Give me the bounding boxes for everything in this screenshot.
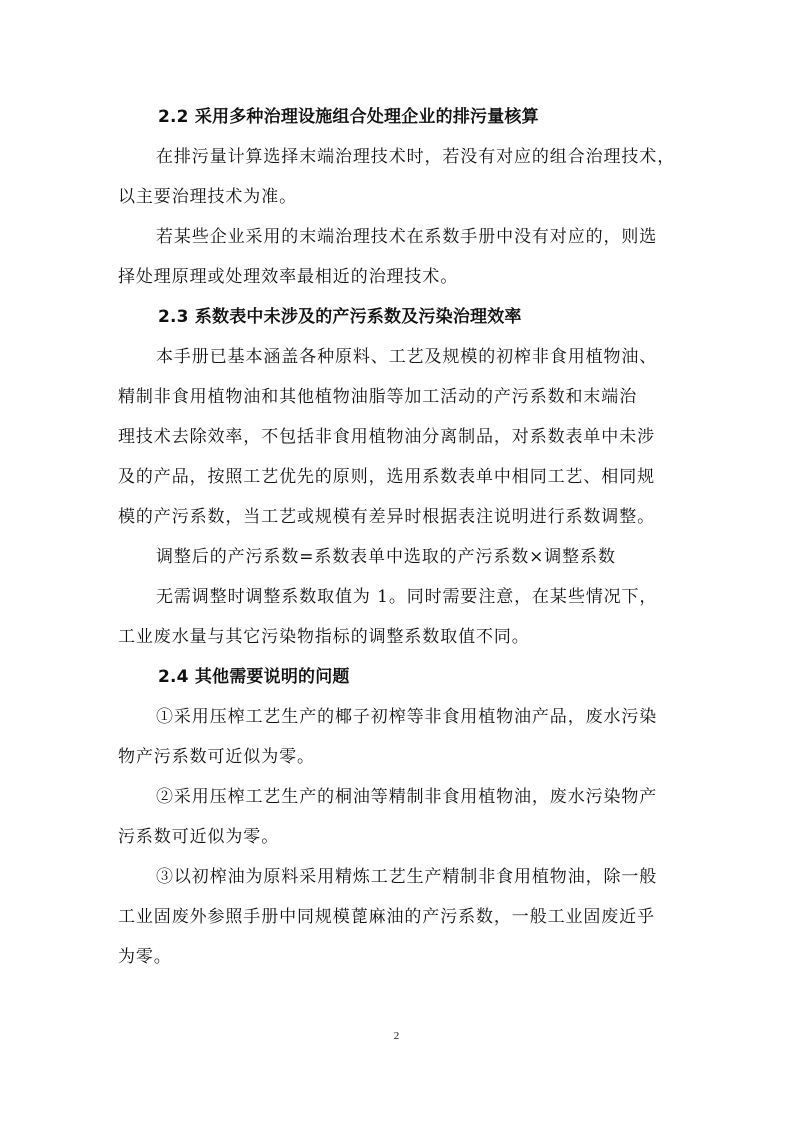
paragraph [118,777,688,857]
text-line: ③以初榨油为原料采用精炼工艺生产精制非食用植物油，除一般 [156,867,658,887]
text-line: ②采用压榨工艺生产的桐油等精制非食用植物油，废水污染物产 [156,787,658,807]
paragraph [118,217,688,297]
text-line: 在排污量计算选择末端治理技术时，若没有对应的组合治理技术， [156,147,676,167]
text-line: 物产污系数可近似为零。 [118,747,315,767]
text-line: 若某些企业采用的末端治理技术在系数手册中没有对应的，则选 [156,227,658,247]
section-heading-2-2: 2.2 采用多种治理设施组合处理企业的排污量核算 [158,107,539,127]
text-line: 择处理原理或处理效率最相近的治理技术。 [118,267,459,287]
text-line: 工业废水量与其它污染物指标的调整系数取值不同。 [118,627,530,647]
formula-paragraph [118,537,688,577]
text-line: 为零。 [118,947,172,967]
text-line: 理技术去除效率，不包括非食用植物油分离制品，对系数表单中未涉 [118,427,655,447]
text-line: 无需调整时调整系数取值为 1。同时需要注意，在某些情况下， [156,587,658,607]
paragraph [118,337,688,537]
paragraph [118,697,688,777]
paragraph [118,137,688,217]
text-line: 调整后的产污系数=系数表单中选取的产污系数×调整系数 [156,547,616,567]
section-heading-2-4: 2.4 其他需要说明的问题 [158,667,350,687]
text-line: 以主要治理技术为准。 [118,187,297,207]
text-line: 及的产品，按照工艺优先的原则，选用系数表单中相同工艺、相同规 [118,467,655,487]
text-line: 本手册已基本涵盖各种原料、工艺及规模的初榨非食用植物油、 [156,347,658,367]
text-line: 污系数可近似为零。 [118,827,280,847]
text-line: 精制非食用植物油和其他植物油脂等加工活动的产污系数和末端治 [118,387,638,407]
section-heading-2-3: 2.3 系数表中未涉及的产污系数及污染治理效率 [158,307,522,327]
text-line: 模的产污系数，当工艺或规模有差异时根据表注说明进行系数调整。 [118,507,655,527]
document-body [118,97,688,977]
text-line: ①采用压榨工艺生产的椰子初榨等非食用植物油产品，废水污染 [156,707,658,727]
text-line: 工业固废外参照手册中同规模蓖麻油的产污系数，一般工业固废近乎 [118,907,655,927]
paragraph [118,857,688,977]
page-number: 2 [393,1030,400,1042]
paragraph [118,577,688,657]
